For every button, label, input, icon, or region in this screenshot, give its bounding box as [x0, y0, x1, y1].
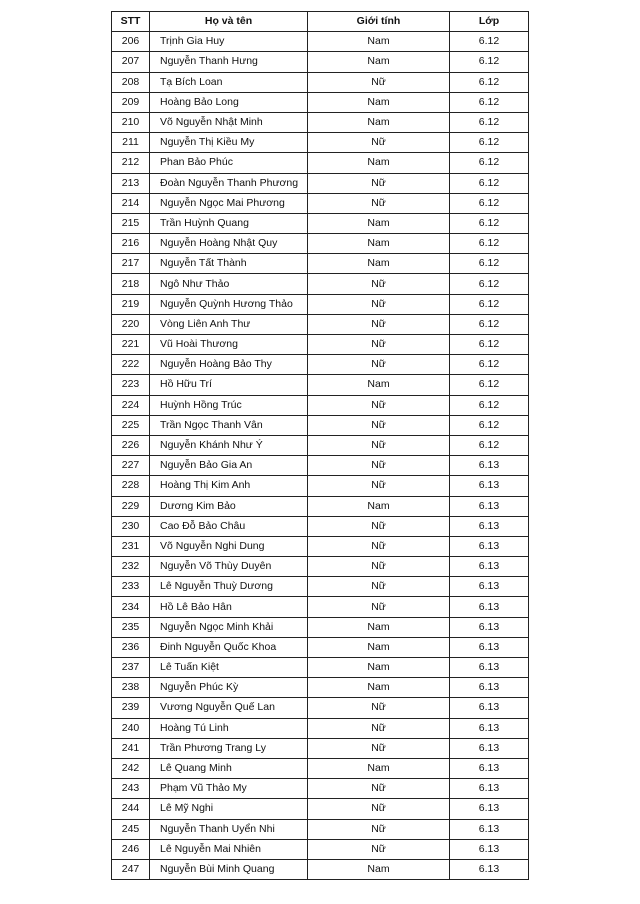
row-stt-cell: 209	[112, 92, 150, 112]
row-name-cell: Nguyễn Thanh Hưng	[150, 52, 308, 72]
row-class-cell: 6.12	[450, 133, 529, 153]
row-stt-cell: 231	[112, 536, 150, 556]
row-name-cell: Nguyễn Bùi Minh Quang	[150, 859, 308, 879]
row-gender-cell: Nữ	[308, 173, 450, 193]
row-name-cell: Nguyễn Hoàng Bảo Thy	[150, 355, 308, 375]
row-class-cell: 6.12	[450, 193, 529, 213]
table-row	[112, 698, 529, 718]
row-name-cell: Võ Nguyễn Nhật Minh	[150, 112, 308, 132]
row-gender-cell: Nam	[308, 496, 450, 516]
header-gender: Giới tính	[308, 12, 450, 32]
row-name-cell: Nguyễn Hoàng Nhật Quy	[150, 234, 308, 254]
row-name-cell: Lê Quang Minh	[150, 758, 308, 778]
table-row	[112, 678, 529, 698]
row-class-cell: 6.12	[450, 153, 529, 173]
row-stt-cell: 219	[112, 294, 150, 314]
row-name-cell: Lê Nguyễn Mai Nhiên	[150, 839, 308, 859]
row-gender-cell: Nữ	[308, 72, 450, 92]
row-class-cell: 6.12	[450, 32, 529, 52]
row-name-cell: Lê Tuấn Kiệt	[150, 658, 308, 678]
row-stt-cell: 210	[112, 112, 150, 132]
row-name-cell: Trịnh Gia Huy	[150, 32, 308, 52]
row-gender-cell: Nam	[308, 375, 450, 395]
row-name-cell: Nguyễn Quỳnh Hương Thảo	[150, 294, 308, 314]
table-row	[112, 32, 529, 52]
table-row	[112, 274, 529, 294]
row-name-cell: Hồ Lê Bảo Hân	[150, 597, 308, 617]
table-row	[112, 173, 529, 193]
row-name-cell: Nguyễn Khánh Như Ý	[150, 435, 308, 455]
row-class-cell: 6.13	[450, 839, 529, 859]
row-stt-cell: 206	[112, 32, 150, 52]
row-gender-cell: Nữ	[308, 799, 450, 819]
row-stt-cell: 224	[112, 395, 150, 415]
row-class-cell: 6.13	[450, 456, 529, 476]
table-row	[112, 516, 529, 536]
row-gender-cell: Nam	[308, 678, 450, 698]
row-stt-cell: 230	[112, 516, 150, 536]
row-stt-cell: 211	[112, 133, 150, 153]
row-stt-cell: 213	[112, 173, 150, 193]
table-row	[112, 536, 529, 556]
table-row	[112, 92, 529, 112]
row-gender-cell: Nam	[308, 758, 450, 778]
student-list-sheet	[111, 11, 528, 880]
row-stt-cell: 244	[112, 799, 150, 819]
row-class-cell: 6.12	[450, 92, 529, 112]
row-gender-cell: Nam	[308, 92, 450, 112]
table-row	[112, 557, 529, 577]
row-class-cell: 6.13	[450, 758, 529, 778]
row-class-cell: 6.13	[450, 738, 529, 758]
table-header-row	[112, 12, 529, 32]
row-stt-cell: 208	[112, 72, 150, 92]
row-gender-cell: Nam	[308, 112, 450, 132]
row-stt-cell: 222	[112, 355, 150, 375]
table-row	[112, 254, 529, 274]
table-row	[112, 758, 529, 778]
table-body	[112, 32, 529, 880]
table-row	[112, 476, 529, 496]
row-name-cell: Lê Mỹ Nghi	[150, 799, 308, 819]
row-gender-cell: Nam	[308, 153, 450, 173]
row-stt-cell: 243	[112, 779, 150, 799]
row-name-cell: Vương Nguyễn Quế Lan	[150, 698, 308, 718]
row-name-cell: Trần Phương Trang Ly	[150, 738, 308, 758]
row-stt-cell: 214	[112, 193, 150, 213]
table-row	[112, 52, 529, 72]
row-stt-cell: 233	[112, 577, 150, 597]
row-stt-cell: 207	[112, 52, 150, 72]
row-gender-cell: Nữ	[308, 597, 450, 617]
row-class-cell: 6.12	[450, 335, 529, 355]
row-gender-cell: Nữ	[308, 839, 450, 859]
row-stt-cell: 226	[112, 435, 150, 455]
header-stt: STT	[112, 12, 150, 32]
row-gender-cell: Nữ	[308, 294, 450, 314]
row-name-cell: Nguyễn Tất Thành	[150, 254, 308, 274]
row-stt-cell: 236	[112, 637, 150, 657]
row-class-cell: 6.12	[450, 415, 529, 435]
row-name-cell: Đinh Nguyễn Quốc Khoa	[150, 637, 308, 657]
row-name-cell: Huỳnh Hồng Trúc	[150, 395, 308, 415]
header-class: Lớp	[450, 12, 529, 32]
table-row	[112, 314, 529, 334]
row-name-cell: Hoàng Tú Linh	[150, 718, 308, 738]
row-stt-cell: 227	[112, 456, 150, 476]
row-class-cell: 6.12	[450, 274, 529, 294]
row-class-cell: 6.13	[450, 536, 529, 556]
row-gender-cell: Nam	[308, 32, 450, 52]
row-name-cell: Vòng Liên Anh Thư	[150, 314, 308, 334]
row-gender-cell: Nam	[308, 637, 450, 657]
row-name-cell: Nguyễn Ngọc Minh Khải	[150, 617, 308, 637]
row-name-cell: Đoàn Nguyễn Thanh Phương	[150, 173, 308, 193]
row-stt-cell: 221	[112, 335, 150, 355]
table-row	[112, 456, 529, 476]
row-class-cell: 6.13	[450, 617, 529, 637]
row-class-cell: 6.12	[450, 173, 529, 193]
table-row	[112, 375, 529, 395]
row-gender-cell: Nữ	[308, 435, 450, 455]
row-stt-cell: 216	[112, 234, 150, 254]
row-stt-cell: 237	[112, 658, 150, 678]
row-gender-cell: Nam	[308, 658, 450, 678]
row-class-cell: 6.13	[450, 819, 529, 839]
table-row	[112, 577, 529, 597]
header-name: Họ và tên	[150, 12, 308, 32]
row-name-cell: Cao Đỗ Bảo Châu	[150, 516, 308, 536]
row-stt-cell: 217	[112, 254, 150, 274]
row-name-cell: Nguyễn Phúc Kỳ	[150, 678, 308, 698]
row-class-cell: 6.13	[450, 698, 529, 718]
row-gender-cell: Nam	[308, 52, 450, 72]
row-gender-cell: Nữ	[308, 395, 450, 415]
row-name-cell: Hồ Hữu Trí	[150, 375, 308, 395]
table-row	[112, 637, 529, 657]
row-gender-cell: Nữ	[308, 314, 450, 334]
row-name-cell: Nguyễn Bảo Gia An	[150, 456, 308, 476]
row-stt-cell: 225	[112, 415, 150, 435]
table-row	[112, 658, 529, 678]
row-class-cell: 6.13	[450, 799, 529, 819]
table-row	[112, 355, 529, 375]
row-class-cell: 6.12	[450, 112, 529, 132]
row-class-cell: 6.13	[450, 516, 529, 536]
row-gender-cell: Nữ	[308, 698, 450, 718]
row-class-cell: 6.12	[450, 395, 529, 415]
table-row	[112, 153, 529, 173]
row-gender-cell: Nữ	[308, 476, 450, 496]
table-row	[112, 435, 529, 455]
row-stt-cell: 212	[112, 153, 150, 173]
row-class-cell: 6.12	[450, 72, 529, 92]
row-stt-cell: 245	[112, 819, 150, 839]
row-class-cell: 6.12	[450, 435, 529, 455]
row-stt-cell: 234	[112, 597, 150, 617]
row-name-cell: Lê Nguyễn Thuỳ Dương	[150, 577, 308, 597]
table-row	[112, 234, 529, 254]
table-row	[112, 415, 529, 435]
row-stt-cell: 215	[112, 213, 150, 233]
table-row	[112, 294, 529, 314]
table-row	[112, 859, 529, 879]
row-gender-cell: Nữ	[308, 335, 450, 355]
row-gender-cell: Nam	[308, 254, 450, 274]
row-class-cell: 6.12	[450, 213, 529, 233]
row-class-cell: 6.13	[450, 577, 529, 597]
row-stt-cell: 232	[112, 557, 150, 577]
table-row	[112, 819, 529, 839]
row-gender-cell: Nam	[308, 859, 450, 879]
table-row	[112, 718, 529, 738]
row-gender-cell: Nữ	[308, 355, 450, 375]
row-name-cell: Nguyễn Thanh Uyển Nhi	[150, 819, 308, 839]
table-row	[112, 213, 529, 233]
row-name-cell: Võ Nguyễn Nghi Dung	[150, 536, 308, 556]
row-stt-cell: 223	[112, 375, 150, 395]
table-row	[112, 617, 529, 637]
row-name-cell: Trần Huỳnh Quang	[150, 213, 308, 233]
row-class-cell: 6.13	[450, 859, 529, 879]
row-name-cell: Hoàng Thị Kim Anh	[150, 476, 308, 496]
row-gender-cell: Nữ	[308, 415, 450, 435]
table-row	[112, 193, 529, 213]
row-gender-cell: Nữ	[308, 133, 450, 153]
row-class-cell: 6.12	[450, 355, 529, 375]
row-name-cell: Hoàng Bảo Long	[150, 92, 308, 112]
student-table	[111, 11, 529, 880]
row-name-cell: Dương Kim Bảo	[150, 496, 308, 516]
table-row	[112, 738, 529, 758]
table-row	[112, 799, 529, 819]
row-stt-cell: 238	[112, 678, 150, 698]
row-name-cell: Nguyễn Ngọc Mai Phương	[150, 193, 308, 213]
row-stt-cell: 240	[112, 718, 150, 738]
table-row	[112, 779, 529, 799]
row-class-cell: 6.12	[450, 375, 529, 395]
row-class-cell: 6.12	[450, 52, 529, 72]
table-row	[112, 133, 529, 153]
table-row	[112, 395, 529, 415]
row-class-cell: 6.13	[450, 496, 529, 516]
row-stt-cell: 241	[112, 738, 150, 758]
row-gender-cell: Nam	[308, 213, 450, 233]
row-class-cell: 6.13	[450, 678, 529, 698]
row-name-cell: Nguyễn Võ Thùy Duyên	[150, 557, 308, 577]
table-row	[112, 496, 529, 516]
row-class-cell: 6.13	[450, 779, 529, 799]
row-stt-cell: 242	[112, 758, 150, 778]
row-stt-cell: 239	[112, 698, 150, 718]
row-stt-cell: 228	[112, 476, 150, 496]
row-gender-cell: Nữ	[308, 536, 450, 556]
row-gender-cell: Nữ	[308, 738, 450, 758]
table-row	[112, 72, 529, 92]
row-name-cell: Phạm Vũ Thảo My	[150, 779, 308, 799]
row-gender-cell: Nữ	[308, 779, 450, 799]
row-class-cell: 6.13	[450, 557, 529, 577]
row-name-cell: Ngô Như Thảo	[150, 274, 308, 294]
row-gender-cell: Nam	[308, 234, 450, 254]
row-name-cell: Nguyễn Thị Kiều My	[150, 133, 308, 153]
row-class-cell: 6.13	[450, 637, 529, 657]
row-class-cell: 6.12	[450, 234, 529, 254]
row-name-cell: Trần Ngọc Thanh Vân	[150, 415, 308, 435]
row-gender-cell: Nữ	[308, 557, 450, 577]
row-class-cell: 6.12	[450, 254, 529, 274]
row-class-cell: 6.13	[450, 658, 529, 678]
table-row	[112, 112, 529, 132]
row-gender-cell: Nữ	[308, 516, 450, 536]
table-row	[112, 839, 529, 859]
row-gender-cell: Nữ	[308, 718, 450, 738]
row-stt-cell: 246	[112, 839, 150, 859]
row-stt-cell: 247	[112, 859, 150, 879]
table-row	[112, 335, 529, 355]
row-class-cell: 6.13	[450, 476, 529, 496]
row-name-cell: Phan Bảo Phúc	[150, 153, 308, 173]
row-name-cell: Tạ Bích Loan	[150, 72, 308, 92]
row-class-cell: 6.13	[450, 718, 529, 738]
row-gender-cell: Nữ	[308, 819, 450, 839]
row-gender-cell: Nữ	[308, 193, 450, 213]
row-class-cell: 6.12	[450, 314, 529, 334]
row-gender-cell: Nữ	[308, 577, 450, 597]
row-stt-cell: 218	[112, 274, 150, 294]
row-gender-cell: Nam	[308, 617, 450, 637]
row-gender-cell: Nữ	[308, 456, 450, 476]
row-gender-cell: Nữ	[308, 274, 450, 294]
row-stt-cell: 229	[112, 496, 150, 516]
row-class-cell: 6.12	[450, 294, 529, 314]
row-stt-cell: 235	[112, 617, 150, 637]
row-name-cell: Vũ Hoài Thương	[150, 335, 308, 355]
row-class-cell: 6.13	[450, 597, 529, 617]
table-row	[112, 597, 529, 617]
row-stt-cell: 220	[112, 314, 150, 334]
